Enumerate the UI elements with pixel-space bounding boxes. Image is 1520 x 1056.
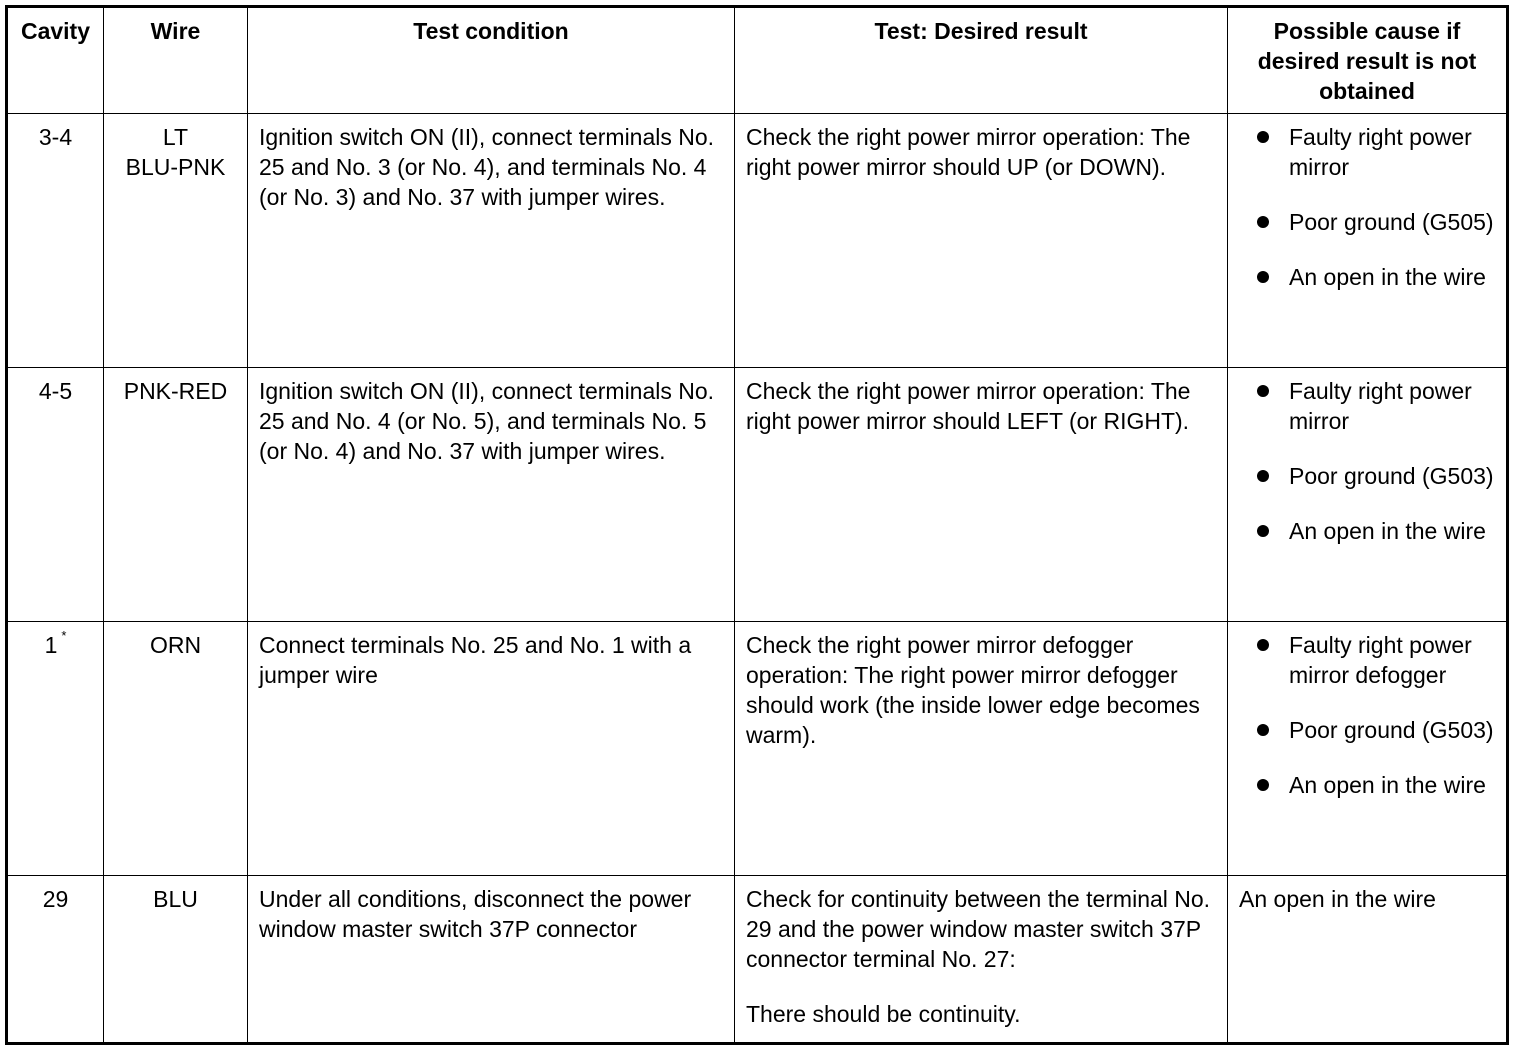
cavity-cell: [7, 368, 104, 622]
cause-item: [1239, 715, 1502, 745]
result-cell: [735, 622, 1228, 876]
wire-line-1: BLU: [153, 886, 198, 912]
result-text: Check the right power mirror operation: The right power mirror should LEFT (or RIGHT).: [746, 378, 1191, 434]
cavity-value: 4-5: [38, 378, 73, 404]
cause-item: [1239, 122, 1502, 182]
bullet-icon: [1257, 470, 1269, 482]
bullet-icon: [1257, 779, 1269, 791]
header-wire: Wire: [104, 7, 248, 114]
cause-cell: An open in the wire: [1228, 876, 1508, 1044]
table-row: [7, 876, 1508, 1044]
header-row: [7, 7, 1508, 114]
header-cause-line-1: Possible cause if: [1273, 18, 1461, 44]
result-text: Check the right power mirror operation: The right power mirror should UP (or DOWN).: [746, 124, 1191, 180]
cavity-value: 1: [44, 632, 58, 658]
table-row: [7, 368, 1508, 622]
wire-line-1: LT: [162, 124, 189, 150]
table-row: [7, 622, 1508, 876]
result-cell: [735, 368, 1228, 622]
bullet-icon: [1257, 639, 1269, 651]
bullet-icon: [1257, 271, 1269, 283]
bullet-icon: [1257, 724, 1269, 736]
cause-text: Faulty right power mirror: [1289, 124, 1472, 180]
cause-text: Poor ground (G503): [1289, 463, 1494, 489]
cause-list: [1239, 122, 1502, 292]
cavity-cell: [7, 622, 104, 876]
condition-cell: Connect terminals No. 25 and No. 1 with a jumper wire: [248, 622, 735, 876]
cavity-cell: [7, 114, 104, 368]
cause-text: Faulty right power mirror defogger: [1289, 632, 1472, 688]
condition-cell: Ignition switch ON (II), connect terminals No. 25 and No. 3 (or No. 4), and terminals No. 4 (or No. 3) and No. 37 with jumper wires.: [248, 114, 735, 368]
header-test-condition: Test condition: [248, 7, 735, 114]
header-desired-result: Test: Desired result: [735, 7, 1228, 114]
wire-line-2: BLU-PNK: [125, 154, 226, 180]
wire-cell: [104, 368, 248, 622]
test-table: [5, 5, 1509, 1045]
bullet-icon: [1257, 385, 1269, 397]
cause-text: Poor ground (G505): [1289, 209, 1494, 235]
cause-item: [1239, 262, 1502, 292]
cause-list: [1239, 630, 1502, 800]
cause-item: [1239, 630, 1502, 690]
cavity-value: 29: [42, 886, 69, 912]
condition-cell: Ignition switch ON (II), connect terminals No. 25 and No. 4 (or No. 5), and terminals No. 5 (or No. 4) and No. 37 with jumper wires.: [248, 368, 735, 622]
cause-text: Faulty right power mirror: [1289, 378, 1472, 434]
cause-item: [1239, 376, 1502, 436]
wire-cell: [104, 876, 248, 1044]
wire-cell: [104, 114, 248, 368]
result-cell: [735, 876, 1228, 1044]
bullet-icon: [1257, 525, 1269, 537]
cause-cell: [1228, 368, 1508, 622]
bullet-icon: [1257, 131, 1269, 143]
bullet-icon: [1257, 216, 1269, 228]
table-row: [7, 114, 1508, 368]
cause-text: An open in the wire: [1289, 264, 1486, 290]
cause-item: [1239, 207, 1502, 237]
result-text-continuity: There should be continuity.: [746, 1001, 1021, 1027]
cause-cell: [1228, 114, 1508, 368]
condition-cell: Under all conditions, disconnect the power window master switch 37P connector: [248, 876, 735, 1044]
cause-text: An open in the wire: [1289, 772, 1486, 798]
cause-item: [1239, 516, 1502, 546]
header-cause-line-3: obtained: [1319, 78, 1415, 104]
footnote-mark: *: [61, 628, 67, 644]
wire-cell: [104, 622, 248, 876]
header-possible-cause: [1228, 7, 1508, 114]
cause-item: [1239, 461, 1502, 491]
cause-cell: [1228, 622, 1508, 876]
cause-item: [1239, 770, 1502, 800]
wire-line-1: ORN: [149, 632, 202, 658]
header-cause-line-2: desired result is not: [1257, 48, 1477, 74]
header-cavity: Cavity: [7, 7, 104, 114]
cavity-value: 3-4: [38, 124, 73, 150]
result-text: Check the right power mirror defogger operation: The right power mirror defogger should work (the inside lower edge becomes warm).: [746, 632, 1200, 748]
result-cell: [735, 114, 1228, 368]
cause-list: [1239, 376, 1502, 546]
result-text: Check for continuity between the terminal No. 29 and the power window master switch 37P connector terminal No. 27:: [746, 886, 1211, 972]
cavity-cell: [7, 876, 104, 1044]
cause-text: An open in the wire: [1289, 518, 1486, 544]
cause-text: Poor ground (G503): [1289, 717, 1494, 743]
wire-line-1: PNK-RED: [123, 378, 228, 404]
